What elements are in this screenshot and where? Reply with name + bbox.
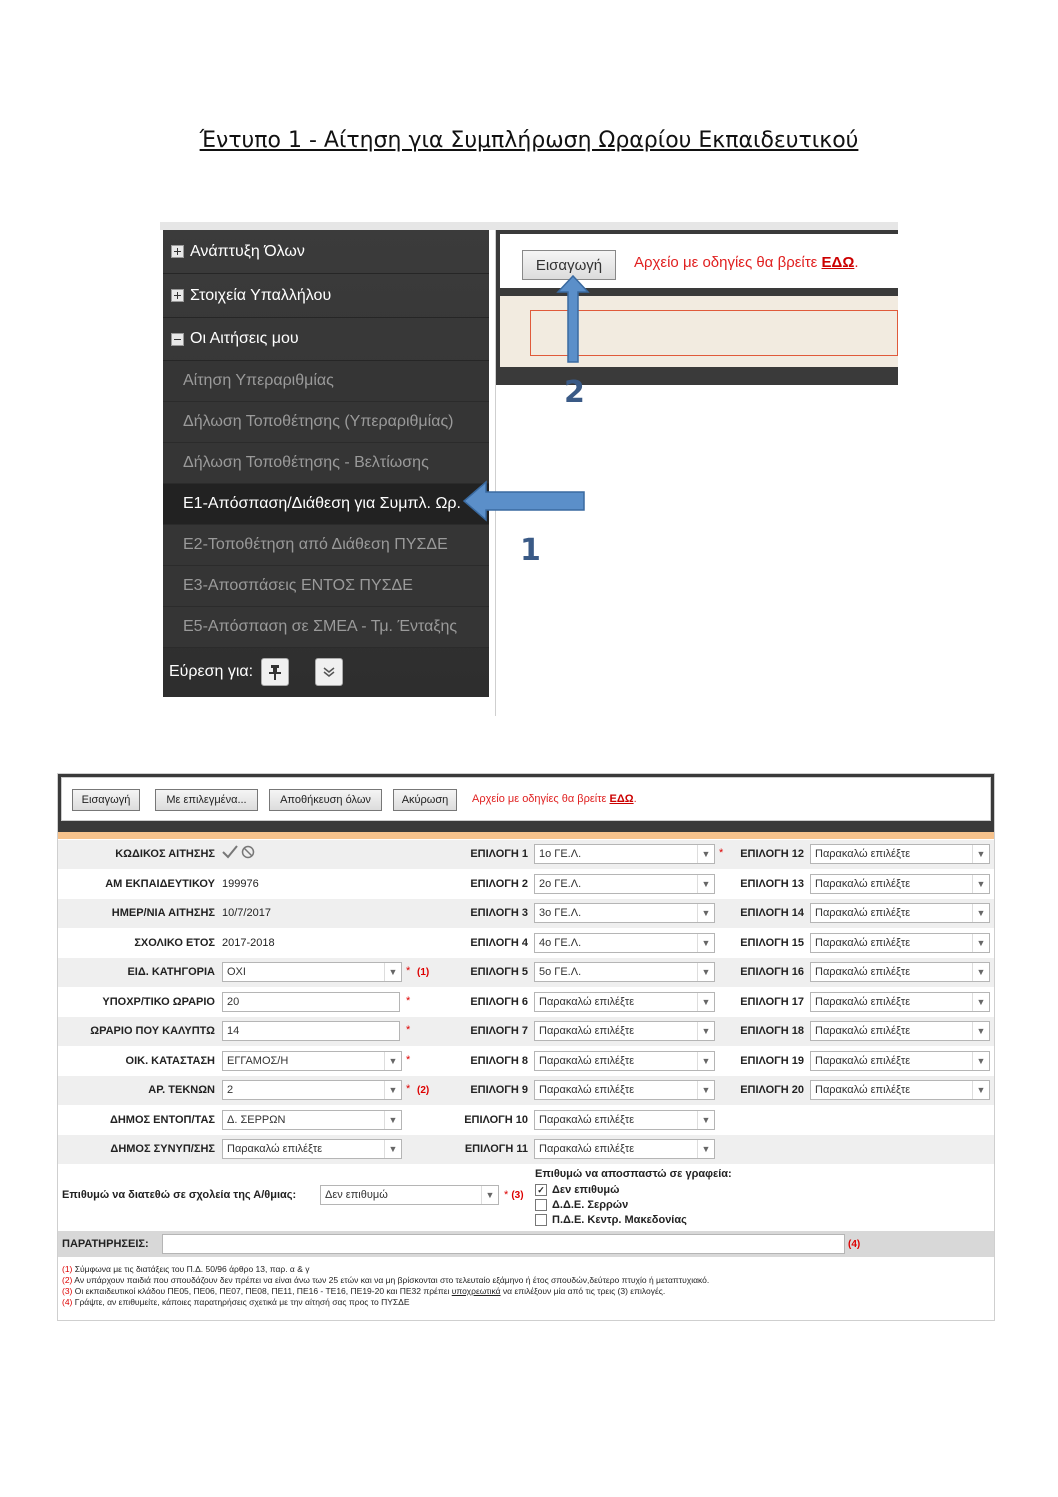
chevron-down-icon: ▼: [972, 1052, 989, 1070]
field-input[interactable]: 14: [222, 1021, 400, 1041]
field-label: ΕΙΔ. ΚΑΤΗΓΟΡΙΑ: [127, 966, 215, 978]
instructions-note-text: Αρχείο με οδηγίες θα βρείτε: [634, 254, 822, 271]
chevron-down-icon: ▼: [697, 1081, 714, 1099]
field-label: ΔΗΜΟΣ ΣΥΝΥΠ/ΣΗΣ: [110, 1143, 215, 1155]
footnote-text: Γράψτε, αν επιθυμείτε, κάποιες παρατηρήσεις σχετικά με την αίτησή σας προς το ΠΥΣΔΕ: [74, 1297, 410, 1307]
choice-select-value: Παρακαλώ επιλέξτε: [539, 995, 635, 1008]
choice-select-value: Παρακαλώ επιλέξτε: [815, 1084, 911, 1096]
chevron-down-icon: ▼: [972, 904, 989, 922]
choice-select[interactable]: [810, 1080, 990, 1100]
office-option-label: Δ.Δ.Ε. Σερρών: [552, 1199, 629, 1211]
chevron-down-icon: ▼: [697, 845, 714, 863]
field-select-value: ΕΓΓΑΜΟΣ/Η: [227, 1054, 289, 1067]
required-star: *: [406, 965, 411, 977]
pin-icon: [268, 664, 282, 680]
required-star: *: [406, 1024, 411, 1036]
chevron-down-icon: ▼: [972, 1081, 989, 1099]
insert-panel: [496, 230, 898, 385]
double-chevron-down-icon: [323, 667, 335, 677]
field-label: ΩΡΑΡΙΟ ΠΟΥ ΚΑΛΥΠΤΩ: [90, 1025, 215, 1037]
choice-label: ΕΠΙΛΟΓΗ 13: [740, 877, 804, 890]
choice-label: ΕΠΙΛΟΓΗ 16: [740, 966, 804, 978]
save-all-button[interactable]: Αποθήκευση όλων: [269, 789, 382, 811]
form-row: [58, 1017, 994, 1046]
choice-label: ΕΠΙΛΟΓΗ 11: [464, 1143, 528, 1155]
sidebar-item-placement-surplus[interactable]: Δήλωση Τοποθέτησης (Υπεραριθμίας): [163, 402, 489, 443]
field-label: ΑΜ ΕΚΠΑΙΔΕΥΤΙΚΟΥ: [105, 877, 215, 890]
choice-select[interactable]: [534, 903, 715, 923]
footnote-ref: (1): [62, 1264, 73, 1274]
sidebar-group-label: Οι Αιτήσεις μου: [190, 330, 299, 347]
footnote-ref: (2): [62, 1275, 73, 1285]
chevron-down-icon: ▼: [697, 1022, 714, 1040]
sidebar-group-label: Στοιχεία Υπαλλήλου: [190, 286, 332, 304]
form-row: [58, 840, 994, 869]
chevron-down-icon: ▼: [697, 934, 714, 952]
footnote-text: Οι εκπαιδευτικοί κλάδου ΠΕ05, ΠΕ06, ΠΕ07, ΠΕ08, ΠΕ11, ΠΕ16 - ΤΕ16, ΠΕ19-20 και ΠΕ32 πρέπει: [74, 1286, 452, 1296]
chevron-down-icon: ▼: [697, 1111, 714, 1129]
page-title: Έντυπο 1 - Αίτηση για Συμπλήρωση Ωραρίου Εκπαιδευτικού: [199, 128, 859, 153]
choice-select[interactable]: [810, 933, 990, 953]
chevron-down-icon: ▼: [697, 904, 714, 922]
sidebar-group-my-applications[interactable]: [163, 318, 489, 361]
office-option[interactable]: [535, 1183, 687, 1198]
sidebar-item-e5-smea[interactable]: Ε5-Απόσπαση σε ΣΜΕΑ - Τμ. Ένταξης: [163, 607, 489, 648]
choice-select-value: 1ο ΓΕ.Λ.: [539, 848, 582, 860]
callout-number-2: 2: [564, 375, 585, 410]
checkbox-icon[interactable]: [535, 1199, 547, 1211]
secondment-row: [58, 1161, 994, 1229]
office-option-label: Δεν επιθυμώ: [552, 1184, 620, 1196]
choice-select[interactable]: [534, 992, 715, 1012]
offices-options: [535, 1183, 687, 1228]
choice-select-value: 5ο ΓΕ.Λ.: [539, 966, 582, 978]
choice-select[interactable]: [534, 1080, 715, 1100]
chevron-down-icon: ▼: [697, 1052, 714, 1070]
required-star: *: [504, 1189, 509, 1201]
instructions-note: [472, 793, 637, 805]
chevron-down-icon: ▼: [481, 1186, 498, 1204]
secondment-label: Επιθυμώ να διατεθώ σε σχολεία της Α/θμιας:: [62, 1189, 297, 1201]
choice-label: ΕΠΙΛΟΓΗ 19: [740, 1054, 804, 1067]
field-label: ΟΙΚ. ΚΑΤΑΣΤΑΣΗ: [125, 1054, 215, 1067]
chevron-down-icon: ▼: [384, 963, 401, 981]
form-row: [58, 870, 994, 899]
instructions-note-end: .: [633, 793, 637, 805]
field-label: ΗΜΕΡ/ΝΙΑ ΑΙΤΗΣΗΣ: [111, 907, 215, 919]
choice-select-value: Παρακαλώ επιλέξτε: [815, 907, 911, 919]
choice-select[interactable]: [810, 962, 990, 982]
choice-label: ΕΠΙΛΟΓΗ 5: [470, 966, 528, 978]
choice-label: ΕΠΙΛΟΓΗ 3: [470, 907, 528, 919]
choice-select[interactable]: [534, 1051, 715, 1071]
footnote: [62, 1264, 990, 1275]
choice-label: ΕΠΙΛΟΓΗ 12: [740, 848, 804, 860]
footnote-ref: (4): [848, 1239, 861, 1250]
sidebar: [163, 230, 489, 697]
chevron-down-icon: ▼: [384, 1052, 401, 1070]
field-label: ΑΡ. ΤΕΚΝΩΝ: [148, 1084, 215, 1096]
chevron-down-icon: ▼: [697, 993, 714, 1011]
field-value: 2017-2018: [222, 936, 275, 949]
checkbox-icon[interactable]: [535, 1214, 547, 1226]
choice-select-value: 3ο ΓΕ.Λ.: [539, 907, 582, 919]
remarks-label: ΠΑΡΑΤΗΡΗΣΕΙΣ:: [62, 1238, 149, 1250]
choice-select[interactable]: [534, 844, 715, 864]
choice-select[interactable]: [810, 844, 990, 864]
chevron-down-icon: ▼: [384, 1081, 401, 1099]
choice-select[interactable]: [534, 1110, 715, 1130]
choice-label: ΕΠΙΛΟΓΗ 18: [740, 1025, 804, 1037]
secondment-select-value: Δεν επιθυμώ: [325, 1189, 388, 1201]
choice-select[interactable]: [810, 992, 990, 1012]
instructions-note: [634, 254, 859, 271]
office-option-label: Π.Δ.Ε. Κεντρ. Μακεδονίας: [552, 1214, 687, 1226]
form-row: [58, 1047, 994, 1076]
chevron-down-icon: ▼: [697, 1140, 714, 1158]
sidebar-item-surplus-application[interactable]: Αίτηση Υπεραριθμίας: [163, 361, 489, 402]
secondment-required: [504, 1189, 524, 1201]
choice-select-value: Παρακαλώ επιλέξτε: [815, 848, 911, 860]
footnote: [62, 1286, 990, 1297]
office-option[interactable]: [535, 1198, 687, 1213]
pin-button[interactable]: [261, 658, 289, 686]
choice-select-value: Παρακαλώ επιλέξτε: [815, 995, 911, 1008]
footnote-ref: (3): [511, 1190, 524, 1201]
selected-actions-button[interactable]: Με επιλεγμένα...: [155, 789, 258, 811]
form-row: [58, 988, 994, 1017]
chevron-down-icon: ▼: [384, 1140, 401, 1158]
choice-select-value: Παρακαλώ επιλέξτε: [815, 1054, 911, 1067]
choice-label: ΕΠΙΛΟΓΗ 1: [470, 848, 528, 860]
chevron-down-icon: ▼: [972, 875, 989, 893]
remarks-input[interactable]: [162, 1234, 845, 1254]
form-toolbar: [58, 774, 994, 832]
chevron-down-icon: ▼: [972, 845, 989, 863]
cancel-circle-icon[interactable]: [241, 845, 255, 859]
plus-box-icon: [171, 289, 184, 302]
results-box: [530, 310, 898, 356]
footnote-text: να επιλέξουν μία από τις τρεις (3) επιλογές.: [500, 1286, 666, 1296]
required-star: *: [719, 847, 724, 859]
footnote-ref: (1): [417, 967, 430, 978]
footnote-text: Αν υπάρχουν παιδιά που σπουδάζουν δεν πρέπει να είναι άνω των 25 ετών και να μη βρίσκονται στο τελευταίο εξάμηνο ή έτος σπουδών,δεύτερο πτυχίο ή μεταπτυχιακό.: [74, 1275, 710, 1285]
find-label: Εύρεση για:: [169, 663, 254, 680]
chevron-down-icon: ▼: [697, 875, 714, 893]
checkbox-checked-icon[interactable]: ✓: [535, 1184, 547, 1196]
field-select[interactable]: [222, 1051, 402, 1071]
chevron-down-icon: ▼: [972, 1022, 989, 1040]
field-select-value: 2: [227, 1084, 234, 1096]
form-row: [58, 899, 994, 928]
choice-select[interactable]: [810, 874, 990, 894]
choice-select[interactable]: [534, 1139, 715, 1159]
choice-select-value: 4ο ΓΕ.Λ.: [539, 936, 582, 949]
choice-label: ΕΠΙΛΟΓΗ 15: [740, 936, 804, 949]
sidebar-item-e2-placement[interactable]: Ε2-Τοποθέτηση από Διάθεση ΠΥΣΔΕ: [163, 525, 489, 566]
instructions-link[interactable]: ΕΔΩ: [609, 793, 634, 805]
choice-label: ΕΠΙΛΟΓΗ 7: [470, 1025, 528, 1037]
choice-select[interactable]: [810, 1021, 990, 1041]
choice-select-value: 2ο ΓΕ.Λ.: [539, 877, 582, 890]
chevron-down-icon: ▼: [384, 1111, 401, 1129]
field-input[interactable]: 20: [222, 992, 400, 1012]
choice-select-value: Παρακαλώ επιλέξτε: [539, 1054, 635, 1067]
callout-number-1: 1: [520, 533, 541, 568]
offices-label: Επιθυμώ να αποσπαστώ σε γραφεία:: [535, 1168, 732, 1180]
sidebar-group-expand-all[interactable]: [163, 230, 489, 274]
field-select[interactable]: [222, 962, 402, 982]
footnote: [62, 1297, 990, 1308]
footnote-text: Σύμφωνα με τις διατάξεις του Π.Δ. 50/96 άρθρο 13, παρ. α & γ: [74, 1264, 310, 1274]
form-row: [58, 1106, 994, 1135]
choice-select-value: Παρακαλώ επιλέξτε: [539, 1025, 635, 1037]
choice-select-value: Παρακαλώ επιλέξτε: [815, 1025, 911, 1037]
field-select[interactable]: [222, 1080, 402, 1100]
choice-label: ΕΠΙΛΟΓΗ 20: [740, 1084, 804, 1096]
footnote-ref: (3): [62, 1286, 73, 1296]
field-select-value: Δ. ΣΕΡΡΩΝ: [227, 1113, 286, 1126]
choice-label: ΕΠΙΛΟΓΗ 2: [470, 877, 528, 890]
insert-button[interactable]: Εισαγωγή: [522, 250, 616, 280]
minus-box-icon: [171, 333, 184, 346]
choice-label: ΕΠΙΛΟΓΗ 10: [464, 1113, 528, 1126]
cancel-button[interactable]: Ακύρωση: [393, 789, 457, 811]
instructions-note-end: .: [854, 254, 859, 271]
instructions-note-text: Αρχείο με οδηγίες θα βρείτε: [472, 793, 610, 805]
footnote-ref: (2): [417, 1085, 430, 1096]
instructions-link[interactable]: ΕΔΩ: [821, 254, 855, 271]
check-icon[interactable]: [222, 845, 238, 859]
office-option[interactable]: [535, 1213, 687, 1228]
sidebar-item-e1-secondment[interactable]: Ε1-Απόσπαση/Διάθεση για Συμπλ. Ωρ.: [163, 484, 489, 525]
form-row: [58, 1076, 994, 1105]
field-select-value: Παρακαλώ επιλέξτε: [227, 1143, 323, 1155]
chevron-down-icon: ▼: [972, 934, 989, 952]
plus-box-icon: [171, 245, 184, 258]
field-label: ΔΗΜΟΣ ΕΝΤΟΠ/ΤΑΣ: [109, 1113, 215, 1126]
code-icons: [222, 845, 255, 862]
choice-select[interactable]: [534, 962, 715, 982]
choice-select-value: Παρακαλώ επιλέξτε: [539, 1084, 635, 1096]
find-row: [163, 648, 489, 696]
field-select[interactable]: [222, 1139, 402, 1159]
choice-select[interactable]: [810, 903, 990, 923]
chevron-down-icon: ▼: [972, 993, 989, 1011]
required-star: *: [406, 1083, 411, 1095]
footnote-ref: (4): [62, 1297, 73, 1307]
field-label: ΥΠΟΧΡ/ΤΙΚΟ ΩΡΑΡΙΟ: [102, 995, 215, 1008]
secondment-select[interactable]: [320, 1185, 499, 1205]
choice-select-value: Παρακαλώ επιλέξτε: [815, 877, 911, 890]
sidebar-group-employee-info[interactable]: [163, 274, 489, 318]
choice-select-value: Παρακαλώ επιλέξτε: [815, 966, 911, 978]
form-row: [58, 929, 994, 958]
field-label: ΚΩΔΙΚΟΣ ΑΙΤΗΣΗΣ: [115, 848, 215, 860]
field-value: 199976: [222, 877, 259, 890]
choice-select[interactable]: [534, 933, 715, 953]
sidebar-item-e3-secondments[interactable]: Ε3-Αποσπάσεις ΕΝΤΟΣ ΠΥΣΔΕ: [163, 566, 489, 607]
field-value: 10/7/2017: [222, 907, 271, 919]
choice-label: ΕΠΙΛΟΓΗ 17: [740, 995, 804, 1008]
sidebar-item-placement-improvement[interactable]: Δήλωση Τοποθέτησης - Βελτίωσης: [163, 443, 489, 484]
application-form-screenshot: [57, 773, 995, 1321]
choice-label: ΕΠΙΛΟΓΗ 4: [470, 936, 528, 949]
choice-label: ΕΠΙΛΟΓΗ 6: [470, 995, 528, 1008]
choice-label: ΕΠΙΛΟΓΗ 9: [470, 1084, 528, 1096]
choice-select[interactable]: [534, 1021, 715, 1041]
sidebar-group-label: Ανάπτυξη Όλων: [190, 242, 305, 260]
choice-label: ΕΠΙΛΟΓΗ 14: [740, 907, 804, 919]
required-star: *: [406, 1053, 411, 1066]
chevron-down-icon: ▼: [697, 963, 714, 981]
field-label: ΣΧΟΛΙΚΟ ΕΤΟΣ: [134, 936, 215, 949]
required-star: *: [406, 994, 411, 1007]
form-row: [58, 958, 994, 987]
insert-button[interactable]: Εισαγωγή: [72, 789, 140, 811]
choice-label: ΕΠΙΛΟΓΗ 8: [470, 1054, 528, 1067]
field-select[interactable]: [222, 1110, 402, 1130]
footnote-emphasis: υποχρεωτικά: [451, 1286, 501, 1296]
footnote: [62, 1275, 990, 1286]
choice-select[interactable]: [810, 1051, 990, 1071]
choice-select-value: Παρακαλώ επιλέξτε: [815, 936, 911, 949]
chevron-down-icon: ▼: [972, 963, 989, 981]
collapse-button[interactable]: [315, 658, 343, 686]
choice-select-value: Παρακαλώ επιλέξτε: [539, 1113, 635, 1126]
field-select-value: ΟΧΙ: [227, 966, 246, 978]
remarks-row: [58, 1231, 994, 1257]
form-row: [58, 1135, 994, 1164]
choice-select[interactable]: [534, 874, 715, 894]
footnotes: [62, 1264, 990, 1308]
choice-select-value: Παρακαλώ επιλέξτε: [539, 1143, 635, 1155]
navigation-screenshot: [160, 222, 898, 716]
